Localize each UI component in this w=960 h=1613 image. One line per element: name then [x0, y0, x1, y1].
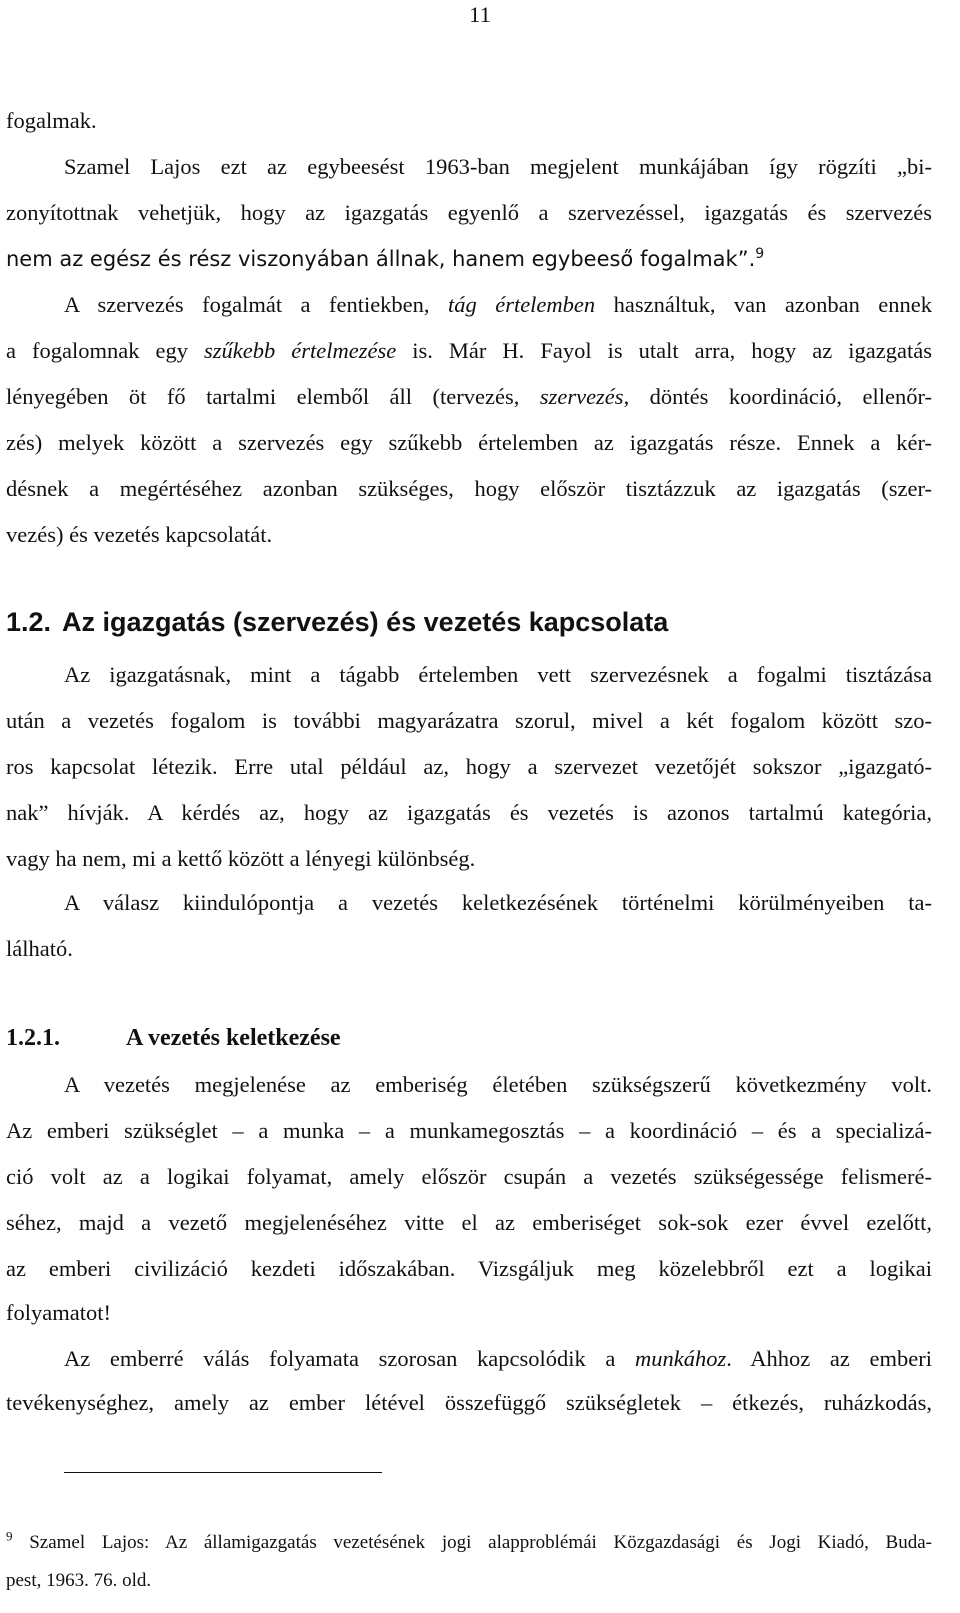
- subsection-title: A vezetés keletkezése: [126, 1025, 341, 1051]
- text-line: az emberi civilizáció kezdeti időszakában. Vizsgáljuk meg közelebbről ezt a logikai: [6, 1256, 932, 1281]
- emphasis-text: szervezés: [539, 384, 624, 409]
- text-span: Az emberré válás folyamata szorosan kapcsolódik a: [64, 1346, 636, 1371]
- text-line: ros kapcsolat létezik. Erre utal például az, hogy a szervezet vezetőjét sokszor „igazgató-: [6, 754, 932, 779]
- text-line: nak” hívják. A kérdés az, hogy az igazgatás és vezetés is azonos tartalmú kategória,: [6, 800, 932, 825]
- text-line: [6, 244, 932, 274]
- section-number: 1.2.: [6, 607, 52, 637]
- text-line: [6, 382, 932, 412]
- text-line: lálható.: [6, 936, 73, 961]
- footnote-line: pest, 1963. 76. old.: [6, 1570, 152, 1591]
- text-span: A szervezés fogalmát a fentiekben,: [64, 292, 448, 317]
- text-span: a fogalomnak egy: [6, 338, 205, 363]
- quote-end-text: nem az egész és rész viszonyában állnak, hanem egybeeső fogalmak”.: [6, 247, 756, 271]
- section-title: Az igazgatás (szervezés) és vezetés kapcsolata: [62, 607, 669, 637]
- text-span: lényegében öt fő tartalmi elemből áll (tervezés,: [6, 384, 540, 409]
- text-span: is. Már H. Fayol is utalt arra, hogy az igazgatás: [396, 338, 932, 363]
- footnote-reference[interactable]: 9: [755, 246, 765, 262]
- footnote-separator: [64, 1472, 382, 1473]
- text-line: [64, 1344, 932, 1374]
- section-heading: [6, 605, 668, 639]
- text-line: A válasz kiindulópontja a vezetés keletkezésének történelmi körülményeiben ta-: [64, 890, 932, 915]
- text-span: , döntés koordináció, ellenőr-: [623, 384, 932, 409]
- emphasis-text: tág értelemben: [448, 292, 596, 317]
- text-line: séhez, majd a vezető megjelenéséhez vitte el az emberiséget sok-sok ezer évvel ezelőtt,: [6, 1210, 932, 1235]
- text-line: ció volt az a logikai folyamat, amely először csupán a vezetés szükségessége felismeré-: [6, 1164, 932, 1189]
- text-line: désnek a megértéséhez azonban szükséges, hogy először tisztázzuk az igazgatás (szer-: [6, 476, 932, 501]
- emphasis-text: szűkebb értelmezése: [204, 338, 397, 363]
- footnote-text: Szamel Lajos: Az államigazgatás vezetésének jogi alapproblémái Közgazdasági és Jogi Kiadó, Buda-: [12, 1532, 932, 1553]
- page-number: 11: [469, 2, 491, 27]
- text-line: után a vezetés fogalom is további magyarázatra szorul, mivel a két fogalom között szo-: [6, 708, 932, 733]
- text-line: vezés) és vezetés kapcsolatát.: [6, 522, 273, 547]
- text-line: [6, 336, 932, 366]
- text-span: használtuk, van azonban ennek: [595, 292, 932, 317]
- text-line: Az igazgatásnak, mint a tágabb értelemben vett szervezésnek a fogalmi tisztázása: [64, 662, 932, 687]
- footnote-line: [6, 1530, 932, 1556]
- text-line: [64, 290, 932, 320]
- text-line: A vezetés megjelenése az emberiség életében szükségszerű következmény volt.: [64, 1072, 932, 1097]
- text-line: Szamel Lajos ezt az egybeesést 1963-ban megjelent munkájában így rögzíti „bi-: [64, 154, 932, 179]
- text-line: fogalmak.: [6, 108, 97, 133]
- text-line: Az emberi szükséglet – a munka – a munkamegosztás – a koordináció – és a specializá-: [6, 1118, 932, 1143]
- text-line: vagy ha nem, mi a kettő között a lényegi különbség.: [6, 846, 476, 871]
- text-span: . Ahhoz az emberi: [726, 1346, 932, 1371]
- subsection-number: 1.2.1.: [6, 1025, 60, 1051]
- text-line: folyamatot!: [6, 1300, 111, 1325]
- text-line: zonyítottnak vehetjük, hogy az igazgatás egyenlő a szervezéssel, igazgatás és szervezés: [6, 200, 932, 225]
- text-line: zés) melyek között a szervezés egy szűkebb értelemben az igazgatás része. Ennek a kér-: [6, 430, 932, 455]
- text-line: tevékenységhez, amely az ember létével összefüggő szükségletek – étkezés, ruházkodás,: [6, 1390, 932, 1415]
- footnote-marker: 9: [6, 1528, 13, 1544]
- emphasis-text: munkához: [635, 1346, 727, 1371]
- subsection-heading: [6, 1022, 341, 1054]
